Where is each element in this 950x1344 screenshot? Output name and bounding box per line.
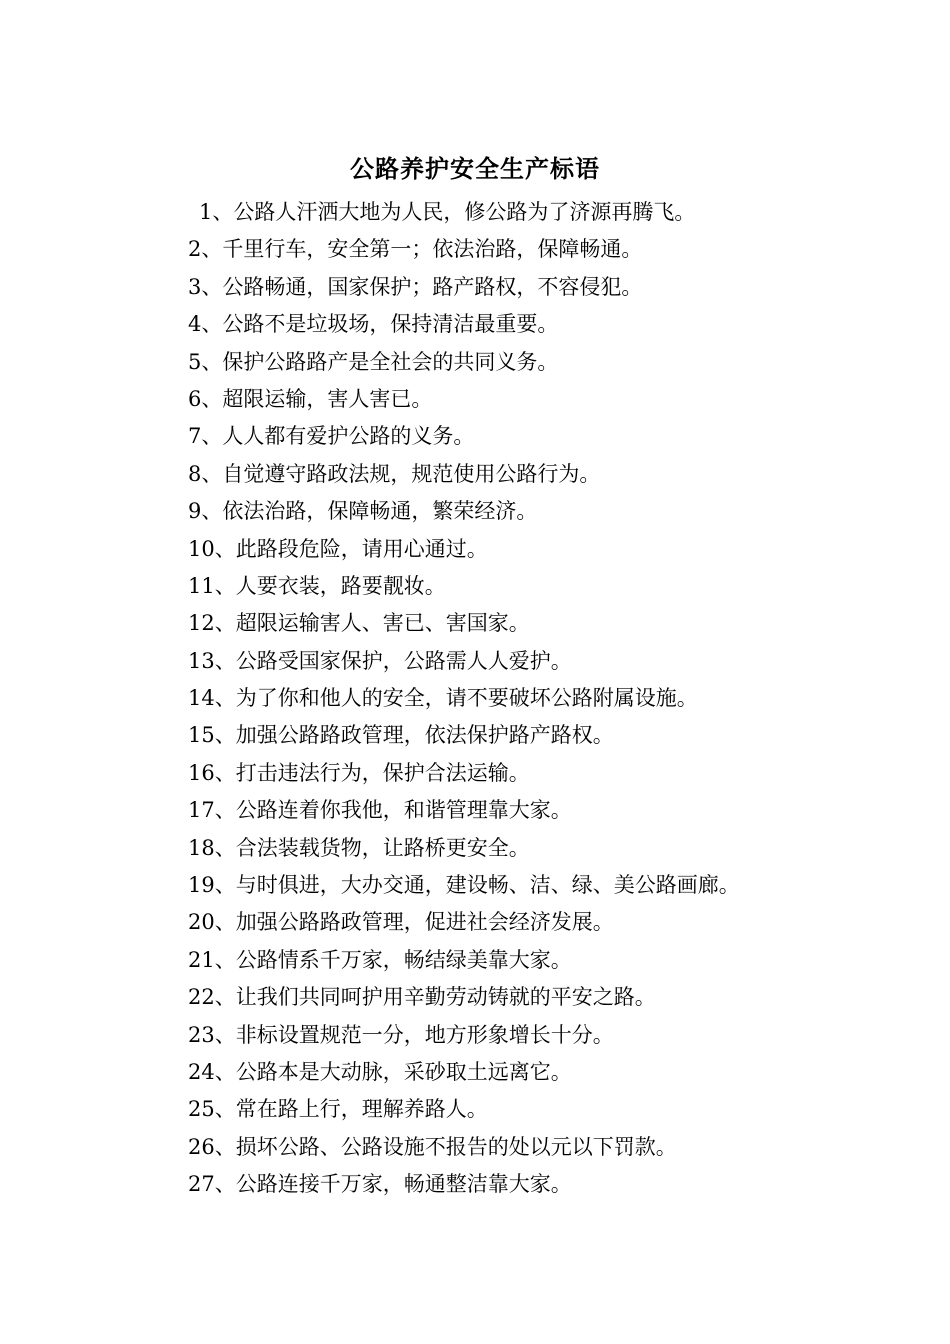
slogan-number: 3	[188, 274, 202, 299]
slogan-text: 、千里行车，安全第一；依法治路，保障畅通。	[201, 237, 643, 262]
slogan-number: 17	[188, 798, 215, 823]
slogan-item	[188, 979, 740, 1016]
slogan-text: 、公路连接千万家，畅通整洁靠大家。	[214, 1172, 572, 1197]
slogan-text: 、此路段危险，请用心通过。	[214, 536, 488, 561]
slogan-number: 19	[188, 873, 215, 898]
slogan-text: 、加强公路路政管理，促进社会经济发展。	[214, 910, 614, 935]
slogan-number: 26	[188, 1134, 215, 1159]
slogan-item	[188, 1017, 740, 1054]
slogan-item	[188, 194, 740, 231]
slogan-number: 15	[188, 723, 215, 748]
slogan-number: 7	[188, 424, 202, 449]
slogan-item	[188, 456, 740, 493]
slogan-text: 、依法治路，保障畅通，繁荣经济。	[201, 499, 538, 524]
slogan-number: 18	[188, 835, 215, 860]
slogan-item	[188, 381, 740, 418]
slogan-number: 8	[188, 461, 202, 486]
slogan-number: 4	[188, 312, 202, 337]
slogan-item	[188, 418, 740, 455]
slogan-text: 、公路不是垃圾场，保持清洁最重要。	[201, 312, 559, 337]
slogan-item	[188, 531, 740, 568]
slogan-text: 、超限运输，害人害已。	[201, 386, 433, 411]
slogan-text: 、公路本是大动脉，采砂取土远离它。	[214, 1059, 572, 1084]
slogan-item	[188, 1166, 740, 1203]
slogan-text: 、自觉遵守路政法规，规范使用公路行为。	[201, 461, 601, 486]
slogan-item	[188, 867, 740, 904]
slogan-number: 11	[188, 573, 215, 598]
slogan-item	[188, 717, 740, 754]
slogan-number: 25	[188, 1097, 215, 1122]
slogan-number: 2	[188, 237, 202, 262]
slogan-text: 、公路人汗洒大地为人民，修公路为了济源再腾飞。	[212, 200, 696, 224]
slogan-item	[188, 605, 740, 642]
slogan-number: 14	[188, 686, 215, 711]
slogan-text: 、非标设置规范一分，地方形象增长十分。	[214, 1022, 614, 1047]
slogan-item	[188, 1129, 740, 1166]
slogan-item	[188, 904, 740, 941]
slogan-text: 、公路畅通，国家保护；路产路权，不容侵犯。	[201, 274, 643, 299]
slogan-number: 27	[188, 1172, 215, 1197]
slogan-text: 、人要衣装，路要靓妆。	[214, 573, 446, 598]
slogan-number: 12	[188, 611, 215, 636]
slogan-text: 、人人都有爱护公路的义务。	[201, 424, 475, 449]
slogan-text: 、与时俱进，大办交通，建设畅、洁、绿、美公路画廊。	[214, 873, 740, 898]
slogan-text: 、合法装载货物，让路桥更安全。	[214, 835, 530, 860]
slogan-item	[188, 680, 740, 717]
slogan-text: 、常在路上行，理解养路人。	[214, 1097, 488, 1122]
slogan-number: 6	[188, 386, 202, 411]
slogan-item	[188, 493, 740, 530]
slogan-number: 16	[188, 760, 215, 785]
slogan-number: 9	[188, 499, 202, 524]
slogan-item	[188, 792, 740, 829]
slogan-number: 24	[188, 1059, 215, 1084]
document-title: 公路养护安全生产标语	[350, 155, 600, 183]
slogan-item	[188, 269, 740, 306]
slogan-list	[188, 194, 740, 1204]
slogan-text: 、保护公路路产是全社会的共同义务。	[201, 349, 559, 374]
slogan-number: 20	[188, 910, 215, 935]
slogan-text: 、让我们共同呵护用辛勤劳动铸就的平安之路。	[214, 985, 656, 1010]
slogan-item	[188, 306, 740, 343]
slogan-number: 10	[188, 536, 215, 561]
slogan-number: 13	[188, 648, 215, 673]
slogan-item	[188, 830, 740, 867]
slogan-text: 、公路情系千万家，畅结绿美靠大家。	[214, 947, 572, 972]
slogan-text: 、公路连着你我他，和谐管理靠大家。	[214, 798, 572, 823]
slogan-item	[188, 568, 740, 605]
slogan-item	[188, 643, 740, 680]
slogan-number: 23	[188, 1022, 215, 1047]
slogan-text: 、公路受国家保护，公路需人人爱护。	[214, 648, 572, 673]
slogan-text: 、超限运输害人、害已、害国家。	[214, 611, 530, 636]
slogan-number: 1	[199, 200, 213, 224]
slogan-item	[188, 1091, 740, 1128]
slogan-item	[188, 344, 740, 381]
slogan-text: 、损坏公路、公路设施不报告的处以元以下罚款。	[214, 1134, 677, 1159]
slogan-number: 22	[188, 985, 215, 1010]
slogan-text: 、加强公路路政管理，依法保护路产路权。	[214, 723, 614, 748]
slogan-text: 、为了你和他人的安全，请不要破坏公路附属设施。	[214, 686, 698, 711]
slogan-number: 21	[188, 947, 215, 972]
slogan-text: 、打击违法行为，保护合法运输。	[214, 760, 530, 785]
slogan-item	[188, 942, 740, 979]
slogan-item	[188, 231, 740, 268]
slogan-item	[188, 755, 740, 792]
slogan-item	[188, 1054, 740, 1091]
slogan-number: 5	[188, 349, 202, 374]
